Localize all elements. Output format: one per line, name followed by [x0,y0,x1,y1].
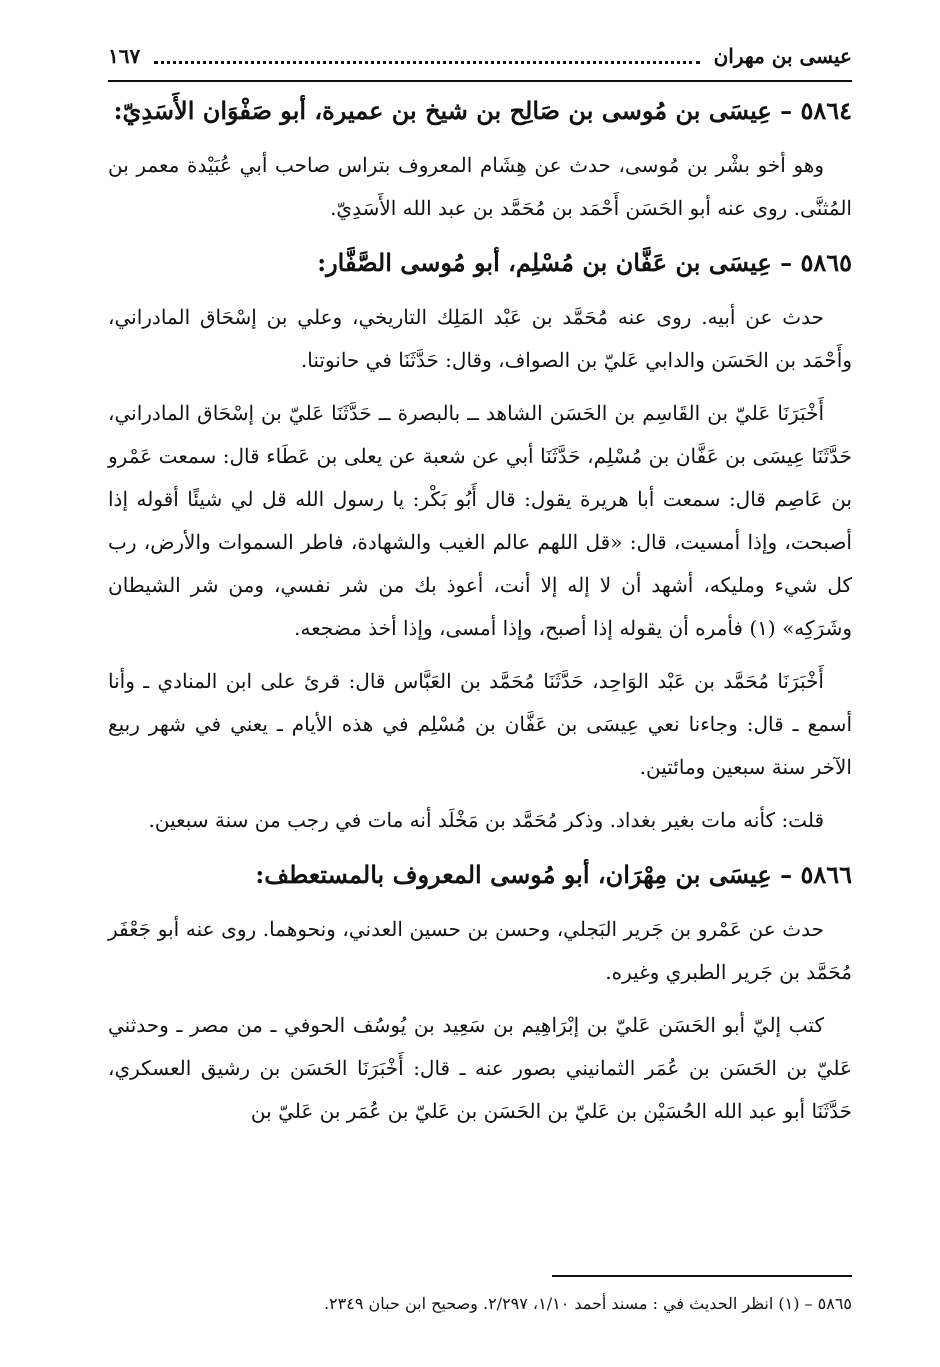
entry-paragraph: حدث عن أبيه. روى عنه مُحَمَّد بن عَبْد المَلِك التاريخي، وعلي بن إسْحَاق المادراني، وأَحْمَد بن الحَسَن والدابي عَليّ بن الصواف، وقال: حَدَّثَنَا في حانوتنا. [108,305,852,372]
page-body [108,88,852,1143]
footnote: ٥٨٦٥ – (١) انظر الحديث في : مسند أحمد ١/١٠، ٢/٢٩٧. وصحيح ابن حبان ٢٣٤٩. [323,1294,852,1313]
entry-paragraph: كتب إليّ أبو الحَسَن عَليّ بن إبْرَاهِيم بن سَعِيد بن يُوسُف الحوفي ـ من مصر ـ وحدثني عَليّ بن الحَسَن بن عُمَر الثمانيني بصور عنه ـ قال: أَخْبَرَنَا الحَسَن بن رشيق العسكري، حَدَّثَنَا أبو عبد الله الحُسَيْن بن عَليّ بن الحَسَن بن عَليّ بن عُمَر بن عَليّ بن [108,1013,852,1123]
entry-paragraph: أَخْبَرَنَا عَليّ بن القَاسِم بن الحَسَن الشاهد ــ بالبصرة ــ حَدَّثَنَا عَليّ بن إسْحَاق المادراني، حَدَّثَنَا عِيسَى بن عَفَّان بن مُسْلِم، حَدَّثَنَا أبي عن شعبة عن يعلى بن عَطَاء قال: سمعت عَمْرو بن عَاصِم قال: سمعت أبا هريرة يقول: قال أَبُو بَكْر: يا رسول الله قل لي شيئًا أقوله إذا أصبحت، وإذا أمسيت، قال: «قل اللهم عالم الغيب والشهادة، فاطر السموات والأرض، رب كل شيء ومليكه، أشهد أن لا إله إلا أنت، أعوذ بك من شر نفسي، ومن شر الشيطان وشَرَكِه» (١) فأمره أن يقوله إذا أصبح، وإذا أمسى، وإذا أخذ مضجعه. [108,401,852,640]
entry-paragraph: أَخْبَرَنَا مُحَمَّد بن عَبْد الوَاحِد، حَدَّثَنَا مُحَمَّد بن العَبَّاس قال: قرئ على ابن المنادي ـ وأنا أسمع ـ قال: وجاءنا نعي عِيسَى بن عَفَّان بن مُسْلِم في هذه الأيام ـ يعني في شهر ربيع الآخر سنة سبعين ومائتين. [108,669,852,779]
footnote-rule [552,1275,852,1277]
entry-heading: ٥٨٦٤ – عِيسَى بن مُوسى بن صَالِح بن شيخ بن عميرة، أبو صَفْوَان الأَسَدِيّ: [113,96,852,125]
entry-paragraph: قلت: كأنه مات بغير بغداد. وذكر مُحَمَّد بن مَخْلَد أنه مات في رجب من سنة سبعين. [148,808,824,832]
entry-5865 [108,240,852,842]
running-header [108,36,852,76]
page-number: ١٦٧ [108,44,141,68]
entry-heading: ٥٨٦٥ – عِيسَى بن عَفَّان بن مُسْلِم، أبو مُوسى الصَّفَّار: [317,248,852,277]
header-rule [108,80,852,82]
entry-heading: ٥٨٦٦ – عِيسَى بن مِهْرَان، أبو مُوسى المعروف بالمستعطف: [255,860,852,889]
entry-paragraph: حدث عن عَمْرو بن جَرير البَجلي، وحسن بن حسين العدني، ونحوهما. روى عنه أبو جَعْفَر مُحَمَّد بن جَرير الطبري وغيره. [108,917,852,984]
running-title: عيسى بن مهران [713,44,852,68]
header-dot-leader [154,49,699,64]
entry-paragraph: وهو أخو بشْر بن مُوسى، حدث عن هِشَام المعروف بتراس صاحب أبي عُبَيْدة معمر بن المُثنَّى. روى عنه أبو الحَسَن أَحْمَد بن مُحَمَّد بن عبد الله الأَسَدِيّ. [108,153,852,220]
entry-5866 [108,852,852,1133]
entry-5864 [108,88,852,230]
